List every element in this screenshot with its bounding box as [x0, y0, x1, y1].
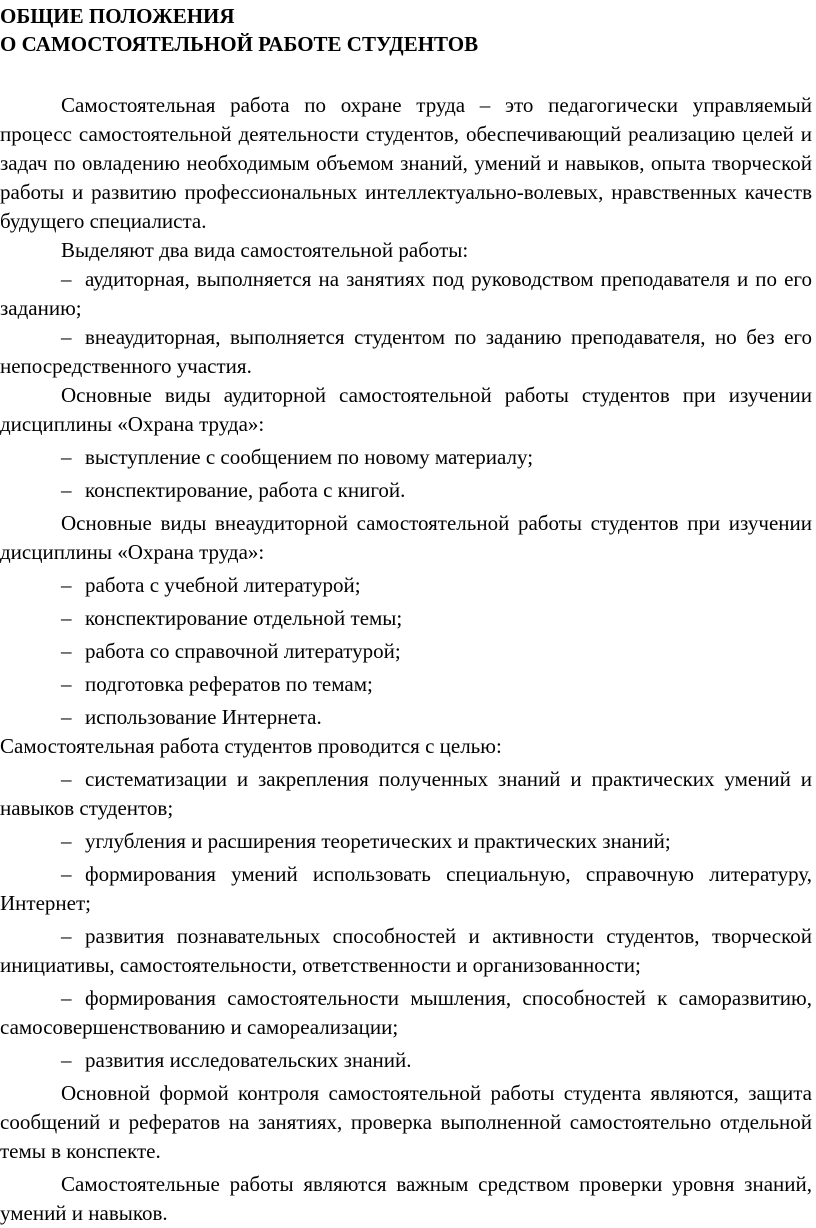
- list-item-text: систематизации и закрепления полученных знаний и практических умений и навыков студентов;: [0, 767, 812, 820]
- extracurricular-intro-paragraph: Основные виды внеаудиторной самостоятельной работы студентов при изучении дисциплины «Охрана труда»:: [0, 511, 812, 564]
- dash-bullet: –: [61, 705, 72, 729]
- document-body: [0, 91, 812, 1228]
- dash-bullet: –: [61, 478, 72, 502]
- list-item: [0, 984, 812, 1042]
- list-item: [0, 443, 812, 472]
- document-title: [0, 2, 812, 58]
- list-item-text: развития исследовательских знаний.: [85, 1048, 412, 1072]
- list-item-text: аудиторная, выполняется на занятиях под руководством преподавателя и по его заданию;: [0, 267, 812, 320]
- dash-bullet: –: [61, 829, 72, 853]
- list-item: [0, 1046, 812, 1075]
- list-item: [0, 476, 812, 505]
- list-item-text: развития познавательных способностей и активности студентов, творческой инициативы, самостоятельности, ответственности и организованности;: [0, 924, 812, 977]
- list-item: [0, 265, 812, 323]
- list-item: [0, 670, 812, 699]
- document-page: [0, 2, 812, 1228]
- types-intro-paragraph: Выделяют два вида самостоятельной работы:: [61, 238, 469, 262]
- dash-bullet: –: [61, 606, 72, 630]
- list-item-text: конспектирование, работа с книгой.: [85, 478, 406, 502]
- list-item: [0, 827, 812, 856]
- list-item-text: выступление с сообщением по новому материалу;: [85, 445, 534, 469]
- dash-bullet: –: [61, 445, 72, 469]
- list-item-text: углубления и расширения теоретических и практических знаний;: [85, 829, 671, 853]
- list-item: [0, 604, 812, 633]
- list-item-text: конспектирование отдельной темы;: [85, 606, 403, 630]
- dash-bullet: –: [61, 1048, 72, 1072]
- list-item-text: работа со справочной литературой;: [85, 639, 401, 663]
- list-item-text: формирования умений использовать специальную, справочную литературу, Интернет;: [0, 862, 812, 915]
- list-item: [0, 637, 812, 666]
- dash-bullet: –: [61, 767, 72, 791]
- dash-bullet: –: [61, 862, 72, 886]
- list-item-text: внеаудиторная, выполняется студентом по заданию преподавателя, но без его непосредственного участия.: [0, 325, 812, 378]
- dash-bullet: –: [61, 573, 72, 597]
- list-item-text: подготовка рефератов по темам;: [85, 672, 373, 696]
- dash-bullet: –: [61, 672, 72, 696]
- dash-bullet: –: [61, 267, 72, 291]
- dash-bullet: –: [61, 325, 72, 349]
- classroom-intro-paragraph: Основные виды аудиторной самостоятельной работы студентов при изучении дисциплины «Охрана труда»:: [0, 383, 812, 436]
- list-item: [0, 765, 812, 823]
- list-item: [0, 703, 812, 732]
- title-line-2: О САМОСТОЯТЕЛЬНОЙ РАБОТЕ СТУДЕНТОВ: [0, 32, 479, 56]
- list-item: [0, 922, 812, 980]
- definition-paragraph: Самостоятельная работа по охране труда – это педагогически управляемый процесс самостоятельной деятельности студентов, обеспечивающий реализацию целей и задач по овладению необходимым объемом знаний, умений и навыков, опыта творческой работы и развитию профессиональных интеллектуально-волевых, нравственных качеств будущего специалиста.: [0, 93, 812, 233]
- title-line-1: ОБЩИЕ ПОЛОЖЕНИЯ: [0, 4, 235, 28]
- list-item-text: формирования самостоятельности мышления, способностей к саморазвитию, самосовершенствованию и самореализации;: [0, 986, 812, 1039]
- conclusion-paragraph: Самостоятельные работы являются важным средством проверки уровня знаний, умений и навыков.: [0, 1172, 812, 1225]
- list-item-text: работа с учебной литературой;: [85, 573, 361, 597]
- list-item-text: использование Интернета.: [85, 705, 322, 729]
- dash-bullet: –: [61, 986, 72, 1010]
- list-item: [0, 323, 812, 381]
- dash-bullet: –: [61, 924, 72, 948]
- goals-intro-paragraph: Самостоятельная работа студентов проводится с целью:: [0, 734, 502, 758]
- list-item: [0, 571, 812, 600]
- dash-bullet: –: [61, 639, 72, 663]
- control-paragraph: Основной формой контроля самостоятельной работы студента являются, защита сообщений и рефератов на занятиях, проверка выполненной самостоятельно отдельной темы в конспекте.: [0, 1081, 812, 1163]
- list-item: [0, 860, 812, 918]
